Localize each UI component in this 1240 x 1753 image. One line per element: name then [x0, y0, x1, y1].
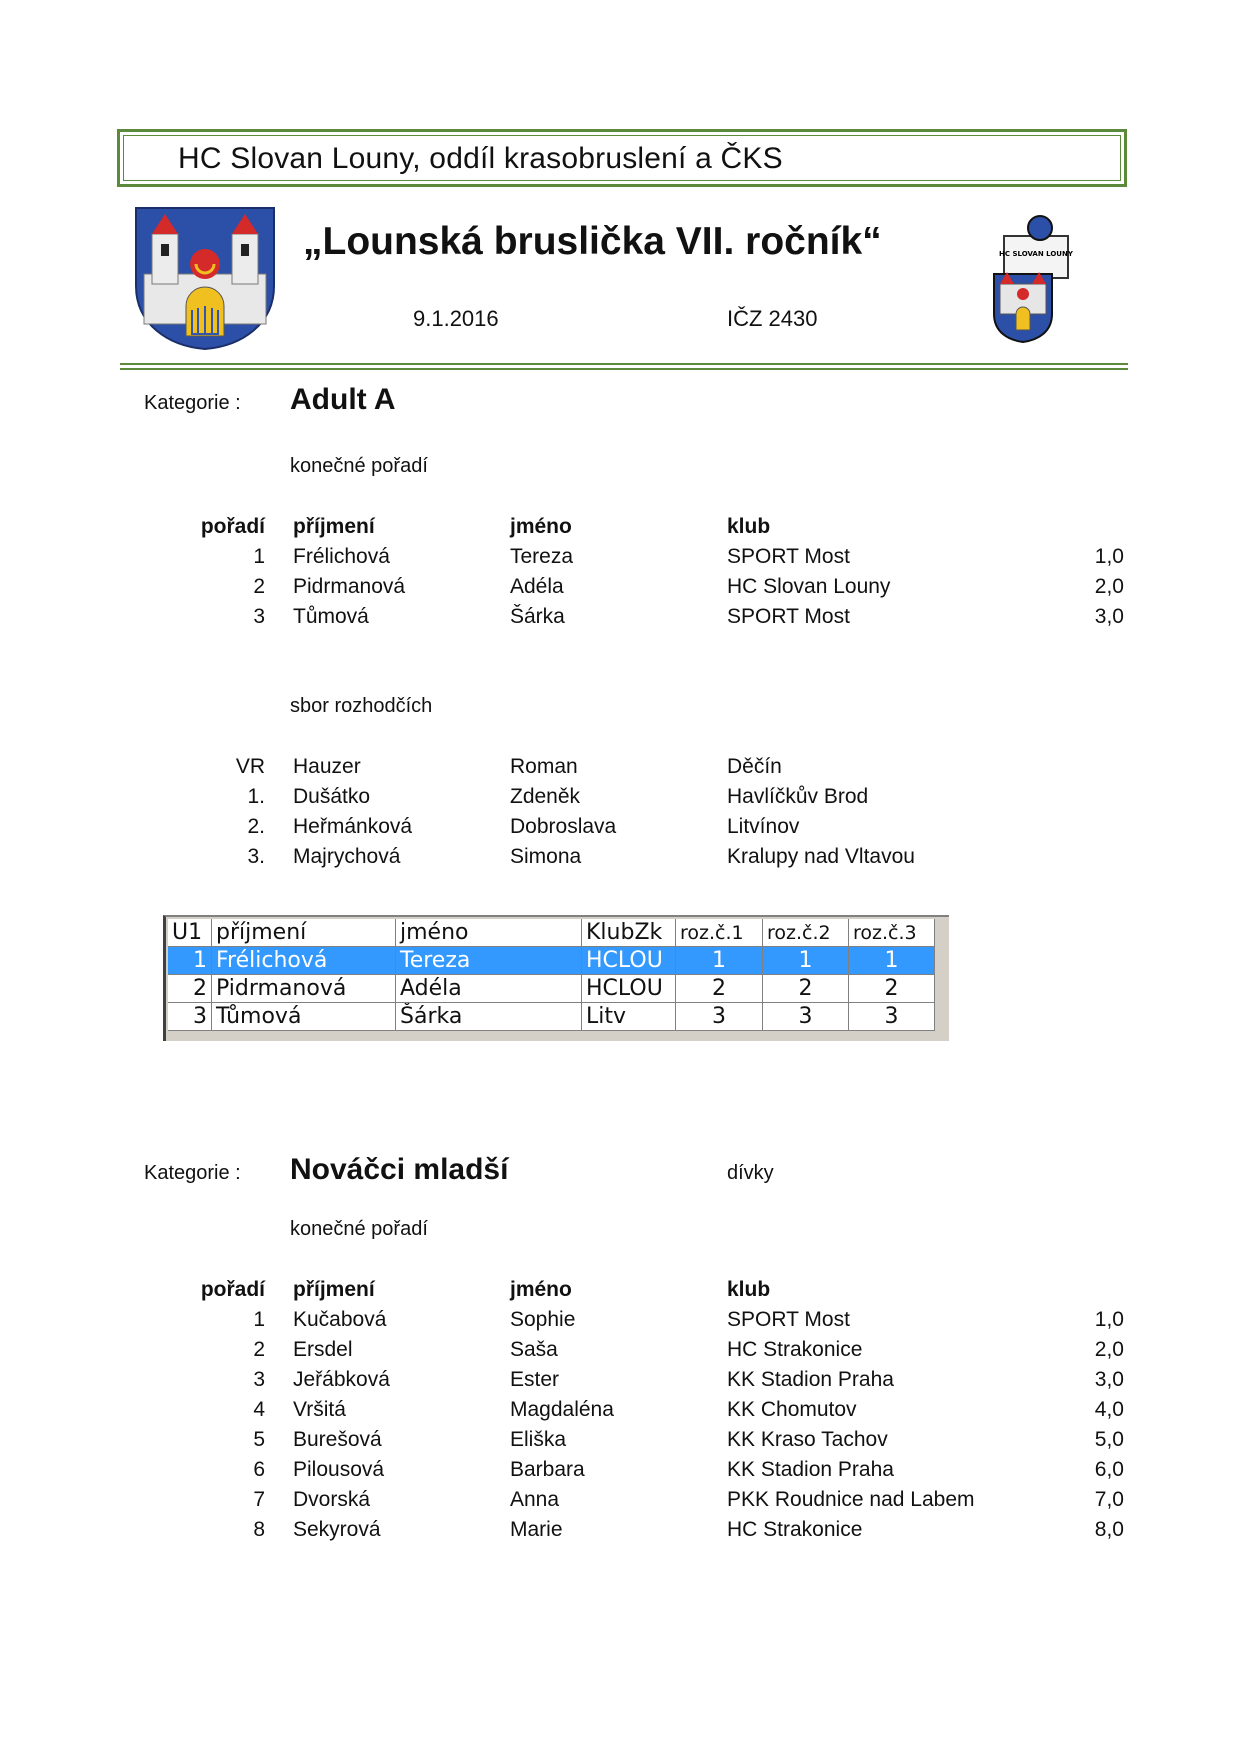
- grid-cell[interactable]: 3: [849, 1003, 935, 1031]
- header-rule: [120, 363, 1128, 365]
- rank: 1: [253, 545, 265, 568]
- city-coat-of-arms-icon: [134, 206, 276, 351]
- club: HC Strakonice: [727, 1518, 863, 1541]
- scores-grid: [163, 915, 949, 1041]
- rank: 5: [253, 1428, 265, 1451]
- judge-row: [0, 785, 1240, 815]
- grid-header-judge2[interactable]: roz.č.2: [763, 919, 849, 947]
- club: HC Slovan Louny: [727, 575, 891, 598]
- grid-cell[interactable]: Litv: [582, 1003, 676, 1031]
- col-name: jméno: [510, 515, 572, 538]
- grid-cell[interactable]: 1: [168, 947, 212, 975]
- first-name: Tereza: [510, 545, 574, 568]
- org-name: HC Slovan Louny, oddíl krasobruslení a ČKS: [178, 142, 783, 175]
- grid-header-club[interactable]: KlubZk: [582, 919, 676, 947]
- table-row: [0, 1488, 1240, 1518]
- grid-cell[interactable]: 2: [676, 975, 763, 1003]
- rank: 2: [253, 575, 265, 598]
- surname: Sekyrová: [293, 1518, 381, 1541]
- grid-cell[interactable]: Frélichová: [212, 947, 396, 975]
- club-logo-text: HC SLOVAN LOUNY: [999, 250, 1073, 258]
- grid-cell[interactable]: HCLOU: [582, 947, 676, 975]
- col-club: klub: [727, 1278, 771, 1301]
- grid-cell[interactable]: 1: [849, 947, 935, 975]
- table-row: [0, 575, 1240, 605]
- category-name: Adult A: [290, 383, 396, 416]
- surname: Kučabová: [293, 1308, 387, 1331]
- score: 7,0: [1094, 1488, 1124, 1511]
- header-rule-inner: [120, 368, 1128, 370]
- grid-cell[interactable]: HCLOU: [582, 975, 676, 1003]
- judges-title: sbor rozhodčích: [290, 695, 433, 717]
- event-icz: IČZ 2430: [727, 306, 818, 331]
- judge-role: VR: [235, 755, 265, 778]
- grid-header-judge1[interactable]: roz.č.1: [676, 919, 763, 947]
- club: SPORT Most: [727, 1308, 850, 1331]
- col-club: klub: [727, 515, 771, 538]
- rank: 2: [253, 1338, 265, 1361]
- surname: Jeřábková: [293, 1368, 390, 1391]
- table-row: [0, 545, 1240, 575]
- grid-cell[interactable]: 1: [676, 947, 763, 975]
- judge-surname: Heřmánková: [293, 815, 413, 838]
- table-row: [0, 1428, 1240, 1458]
- surname: Dvorská: [293, 1488, 371, 1511]
- surname: Pidrmanová: [293, 575, 406, 598]
- judge-name: Roman: [510, 755, 578, 778]
- grid-header-u1[interactable]: U1: [168, 919, 212, 947]
- surname: Ersdel: [293, 1338, 353, 1361]
- rank: 4: [253, 1398, 265, 1421]
- club: SPORT Most: [727, 545, 850, 568]
- score: 4,0: [1094, 1398, 1124, 1421]
- table-row: [0, 1398, 1240, 1428]
- surname: Burešová: [293, 1428, 382, 1451]
- judge-row: [0, 815, 1240, 845]
- table-row: [0, 1458, 1240, 1488]
- score: 8,0: [1094, 1518, 1124, 1541]
- first-name: Magdaléna: [510, 1398, 614, 1421]
- rank: 8: [253, 1518, 265, 1541]
- judge-role: 1.: [247, 785, 265, 808]
- first-name: Šárka: [510, 605, 565, 628]
- grid-cell[interactable]: 2: [849, 975, 935, 1003]
- grid-cell[interactable]: 3: [763, 1003, 849, 1031]
- grid-cell[interactable]: 1: [763, 947, 849, 975]
- surname: Vršitá: [293, 1398, 346, 1421]
- results-title: konečné pořadí: [290, 1218, 428, 1240]
- grid-cell[interactable]: Šárka: [396, 1003, 582, 1031]
- first-name: Marie: [510, 1518, 563, 1541]
- club: HC Strakonice: [727, 1338, 863, 1361]
- judge-city: Havlíčkův Brod: [727, 785, 869, 808]
- score: 1,0: [1094, 1308, 1124, 1331]
- first-name: Saša: [510, 1338, 558, 1361]
- event-title: „Lounská bruslička VII. ročník“: [303, 220, 882, 263]
- judge-surname: Majrychová: [293, 845, 401, 868]
- category-label: Kategorie :: [144, 1162, 241, 1184]
- judge-city: Děčín: [727, 755, 782, 778]
- club: KK Stadion Praha: [727, 1368, 894, 1391]
- score: 3,0: [1094, 605, 1124, 628]
- table-row: [0, 605, 1240, 635]
- judge-name: Simona: [510, 845, 582, 868]
- surname: Tůmová: [293, 605, 369, 628]
- table-row: [0, 1338, 1240, 1368]
- table-row: [0, 1518, 1240, 1548]
- rank: 3: [253, 1368, 265, 1391]
- score: 2,0: [1094, 575, 1124, 598]
- col-name: jméno: [510, 1278, 572, 1301]
- grid-cell[interactable]: 3: [676, 1003, 763, 1031]
- grid-header-judge3[interactable]: roz.č.3: [849, 919, 935, 947]
- rank: 1: [253, 1308, 265, 1331]
- grid-cell[interactable]: Tůmová: [212, 1003, 396, 1031]
- club: PKK Roudnice nad Labem: [727, 1488, 975, 1511]
- col-rank: pořadí: [200, 1278, 265, 1301]
- grid-cell[interactable]: Tereza: [396, 947, 582, 975]
- table-row: [0, 1368, 1240, 1398]
- score: 6,0: [1094, 1458, 1124, 1481]
- judge-role: 3.: [247, 845, 265, 868]
- col-rank: pořadí: [200, 515, 265, 538]
- judge-city: Litvínov: [727, 815, 800, 838]
- grid-header-name[interactable]: jméno: [396, 919, 582, 947]
- score: 1,0: [1094, 545, 1124, 568]
- judge-surname: Dušátko: [293, 785, 371, 808]
- first-name: Adéla: [510, 575, 564, 598]
- first-name: Anna: [510, 1488, 560, 1511]
- col-surname: příjmení: [293, 515, 375, 538]
- first-name: Ester: [510, 1368, 560, 1391]
- grid-cell[interactable]: 2: [763, 975, 849, 1003]
- event-date: 9.1.2016: [413, 306, 499, 331]
- grid-cell[interactable]: 3: [168, 1003, 212, 1031]
- club: SPORT Most: [727, 605, 850, 628]
- judge-city: Kralupy nad Vltavou: [727, 845, 915, 868]
- category-label: Kategorie :: [144, 392, 241, 414]
- grid-header-surname[interactable]: příjmení: [212, 919, 396, 947]
- surname: Frélichová: [293, 545, 390, 568]
- club: KK Kraso Tachov: [727, 1428, 888, 1451]
- judge-surname: Hauzer: [293, 755, 361, 778]
- rank: 7: [253, 1488, 265, 1511]
- results-title: konečné pořadí: [290, 455, 428, 477]
- category-gender: dívky: [727, 1162, 774, 1184]
- score: 3,0: [1094, 1368, 1124, 1391]
- judge-name: Zdeněk: [510, 785, 581, 808]
- table-row: [0, 1308, 1240, 1338]
- club: KK Chomutov: [727, 1398, 857, 1421]
- grid-cell[interactable]: Adéla: [396, 975, 582, 1003]
- judge-row: [0, 845, 1240, 875]
- category-name: Nováčci mladší: [290, 1153, 509, 1186]
- first-name: Sophie: [510, 1308, 576, 1331]
- club-logo-icon: [990, 214, 1074, 344]
- judge-name: Dobroslava: [510, 815, 617, 838]
- score: 5,0: [1094, 1428, 1124, 1451]
- rank: 3: [253, 605, 265, 628]
- results-header: [0, 1278, 1240, 1308]
- club: KK Stadion Praha: [727, 1458, 894, 1481]
- first-name: Eliška: [510, 1428, 567, 1451]
- judge-row: [0, 755, 1240, 785]
- results-header: [0, 515, 1240, 545]
- judge-role: 2.: [247, 815, 265, 838]
- col-surname: příjmení: [293, 1278, 375, 1301]
- grid-cell[interactable]: Pidrmanová: [212, 975, 396, 1003]
- grid-cell[interactable]: 2: [168, 975, 212, 1003]
- rank: 6: [253, 1458, 265, 1481]
- score: 2,0: [1094, 1338, 1124, 1361]
- surname: Pilousová: [293, 1458, 385, 1481]
- first-name: Barbara: [510, 1458, 585, 1481]
